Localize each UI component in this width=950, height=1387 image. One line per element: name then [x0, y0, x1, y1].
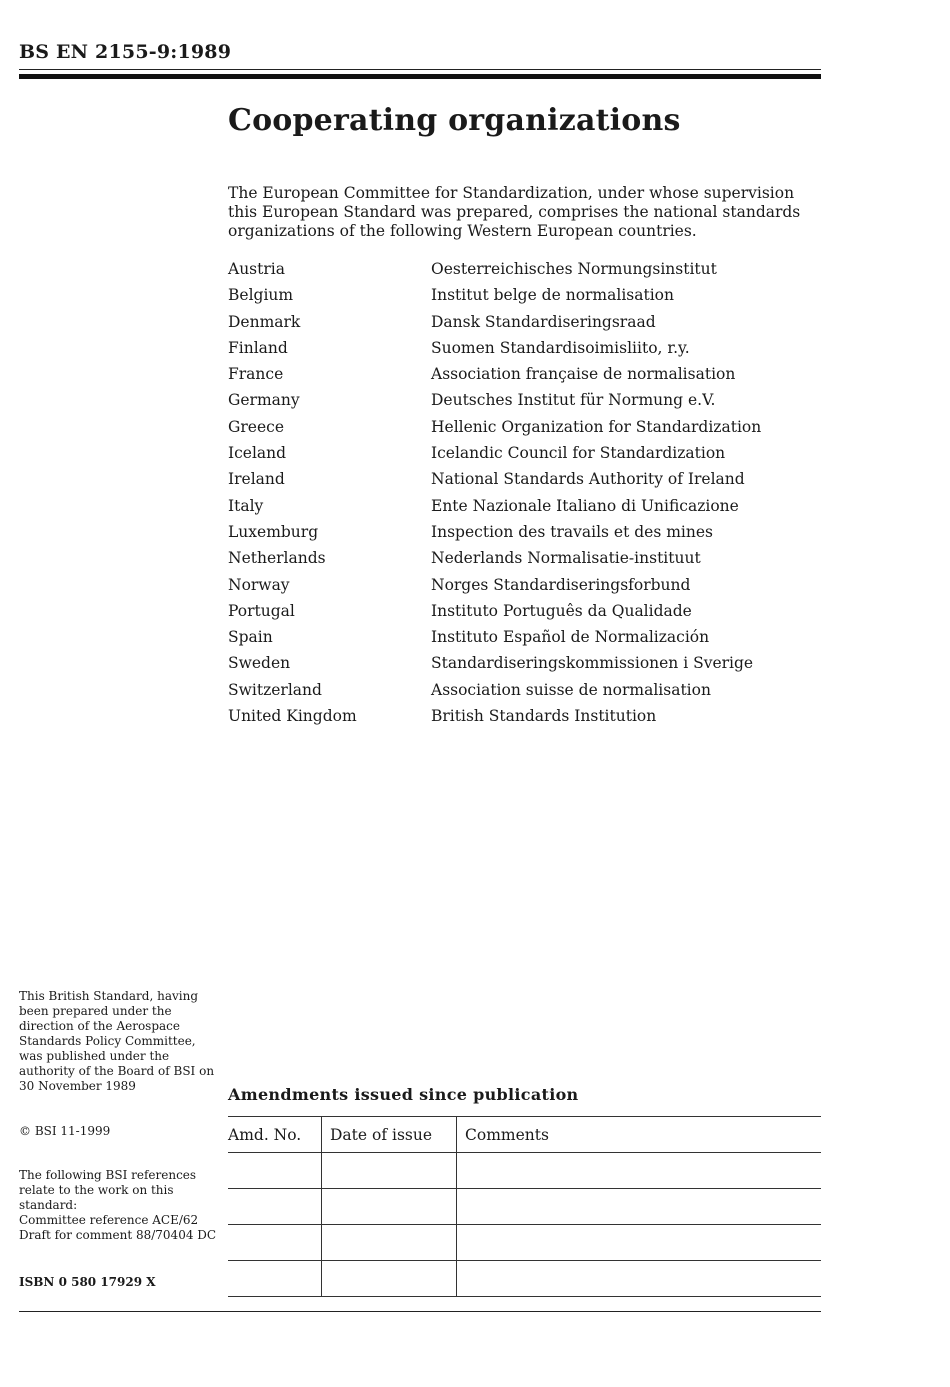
organization-name: Dansk Standardiseringsraad: [431, 312, 656, 331]
country-name: Belgium: [228, 286, 294, 305]
organization-row: [228, 522, 828, 548]
organization-row: [228, 601, 828, 627]
organization-name: Standardiseringskommissionen i Sverige: [431, 654, 754, 673]
organization-name: Deutsches Institut für Normung e.V.: [431, 391, 716, 410]
organization-row: [228, 653, 828, 679]
table-row: [228, 1261, 821, 1297]
organization-row: [228, 443, 828, 469]
organization-row: [228, 548, 828, 574]
country-name: Ireland: [228, 470, 285, 489]
country-name: Iceland: [228, 444, 287, 463]
country-name: Netherlands: [228, 549, 326, 568]
header-rule-thin: [19, 69, 821, 70]
organization-name: Ente Nazionale Italiano di Unificazione: [431, 496, 739, 515]
organization-row: [228, 312, 828, 338]
intro-paragraph: The European Committee for Standardization, under whose supervision this European Standard was prepared, comprises the national standards organizations of the following Western European countries.: [228, 184, 801, 240]
organization-name: National Standards Authority of Ireland: [431, 470, 745, 489]
country-name: France: [228, 365, 284, 384]
organization-name: Icelandic Council for Standardization: [431, 444, 726, 463]
organization-row: [228, 259, 828, 285]
committee-reference: Committee reference ACE/62: [19, 1213, 199, 1227]
bsi-references: [19, 1168, 219, 1243]
isbn: ISBN 0 580 17929 X: [19, 1275, 156, 1289]
country-name: Italy: [228, 496, 264, 515]
country-name: Luxemburg: [228, 522, 319, 541]
table-row: [228, 1189, 821, 1225]
references-intro: The following BSI references relate to the work on this standard:: [19, 1168, 197, 1212]
table-row: [228, 1153, 821, 1189]
country-name: Portugal: [228, 601, 295, 620]
country-name: Norway: [228, 575, 290, 594]
footer-rule: [19, 1311, 821, 1312]
column-header-comments: Comments: [457, 1117, 822, 1153]
document-id: BS EN 2155-9:1989: [19, 41, 232, 63]
organization-name: Oesterreichisches Normungsinstitut: [431, 260, 717, 278]
organization-row: [228, 496, 828, 522]
country-name: Greece: [228, 417, 284, 436]
country-name: Spain: [228, 628, 273, 647]
column-header-date-of-issue: Date of issue: [322, 1117, 457, 1153]
organization-row: [228, 469, 828, 495]
organization-list: [228, 259, 828, 732]
organization-name: Instituto Español de Normalización: [431, 628, 710, 647]
publication-note: This British Standard, having been prepared under the direction of the Aerospace Standards Policy Committee, was published under the authority of the Board of BSI on 30 November 1989: [19, 989, 215, 1093]
organization-name: Norges Standardiseringsforbund: [431, 575, 691, 594]
organization-row: [228, 364, 828, 390]
country-name: Germany: [228, 391, 300, 410]
organization-name: Hellenic Organization for Standardization: [431, 417, 762, 436]
country-name: Austria: [228, 260, 285, 278]
table-row: [228, 1225, 821, 1261]
organization-name: Association française de normalisation: [431, 365, 736, 384]
country-name: Sweden: [228, 654, 291, 673]
organization-name: Association suisse de normalisation: [431, 680, 711, 699]
organization-row: [228, 285, 828, 311]
organization-name: Instituto Português da Qualidade: [431, 601, 692, 620]
amendments-header-row: [228, 1117, 821, 1153]
page-title: Cooperating organizations: [228, 103, 681, 138]
organization-row: [228, 706, 828, 732]
organization-name: Nederlands Normalisatie-instituut: [431, 549, 701, 568]
organization-row: [228, 680, 828, 706]
amendments-title: Amendments issued since publication: [228, 1085, 579, 1104]
organization-name: Institut belge de normalisation: [431, 286, 674, 305]
organization-row: [228, 390, 828, 416]
organization-row: [228, 575, 828, 601]
amendments-table: [228, 1116, 821, 1297]
country-name: United Kingdom: [228, 707, 357, 726]
organization-row: [228, 627, 828, 653]
header-rule-thick: [19, 74, 821, 79]
organization-name: Suomen Standardisoimisliito, r.y.: [431, 338, 690, 357]
draft-reference: Draft for comment 88/70404 DC: [19, 1228, 217, 1242]
country-name: Finland: [228, 338, 288, 357]
column-header-amd-no: Amd. No.: [228, 1117, 322, 1153]
organization-row: [228, 417, 828, 443]
organization-name: British Standards Institution: [431, 707, 657, 726]
organization-row: [228, 338, 828, 364]
country-name: Denmark: [228, 312, 301, 331]
organization-name: Inspection des travails et des mines: [431, 522, 713, 541]
country-name: Switzerland: [228, 680, 322, 699]
copyright-note: © BSI 11-1999: [19, 1124, 111, 1138]
